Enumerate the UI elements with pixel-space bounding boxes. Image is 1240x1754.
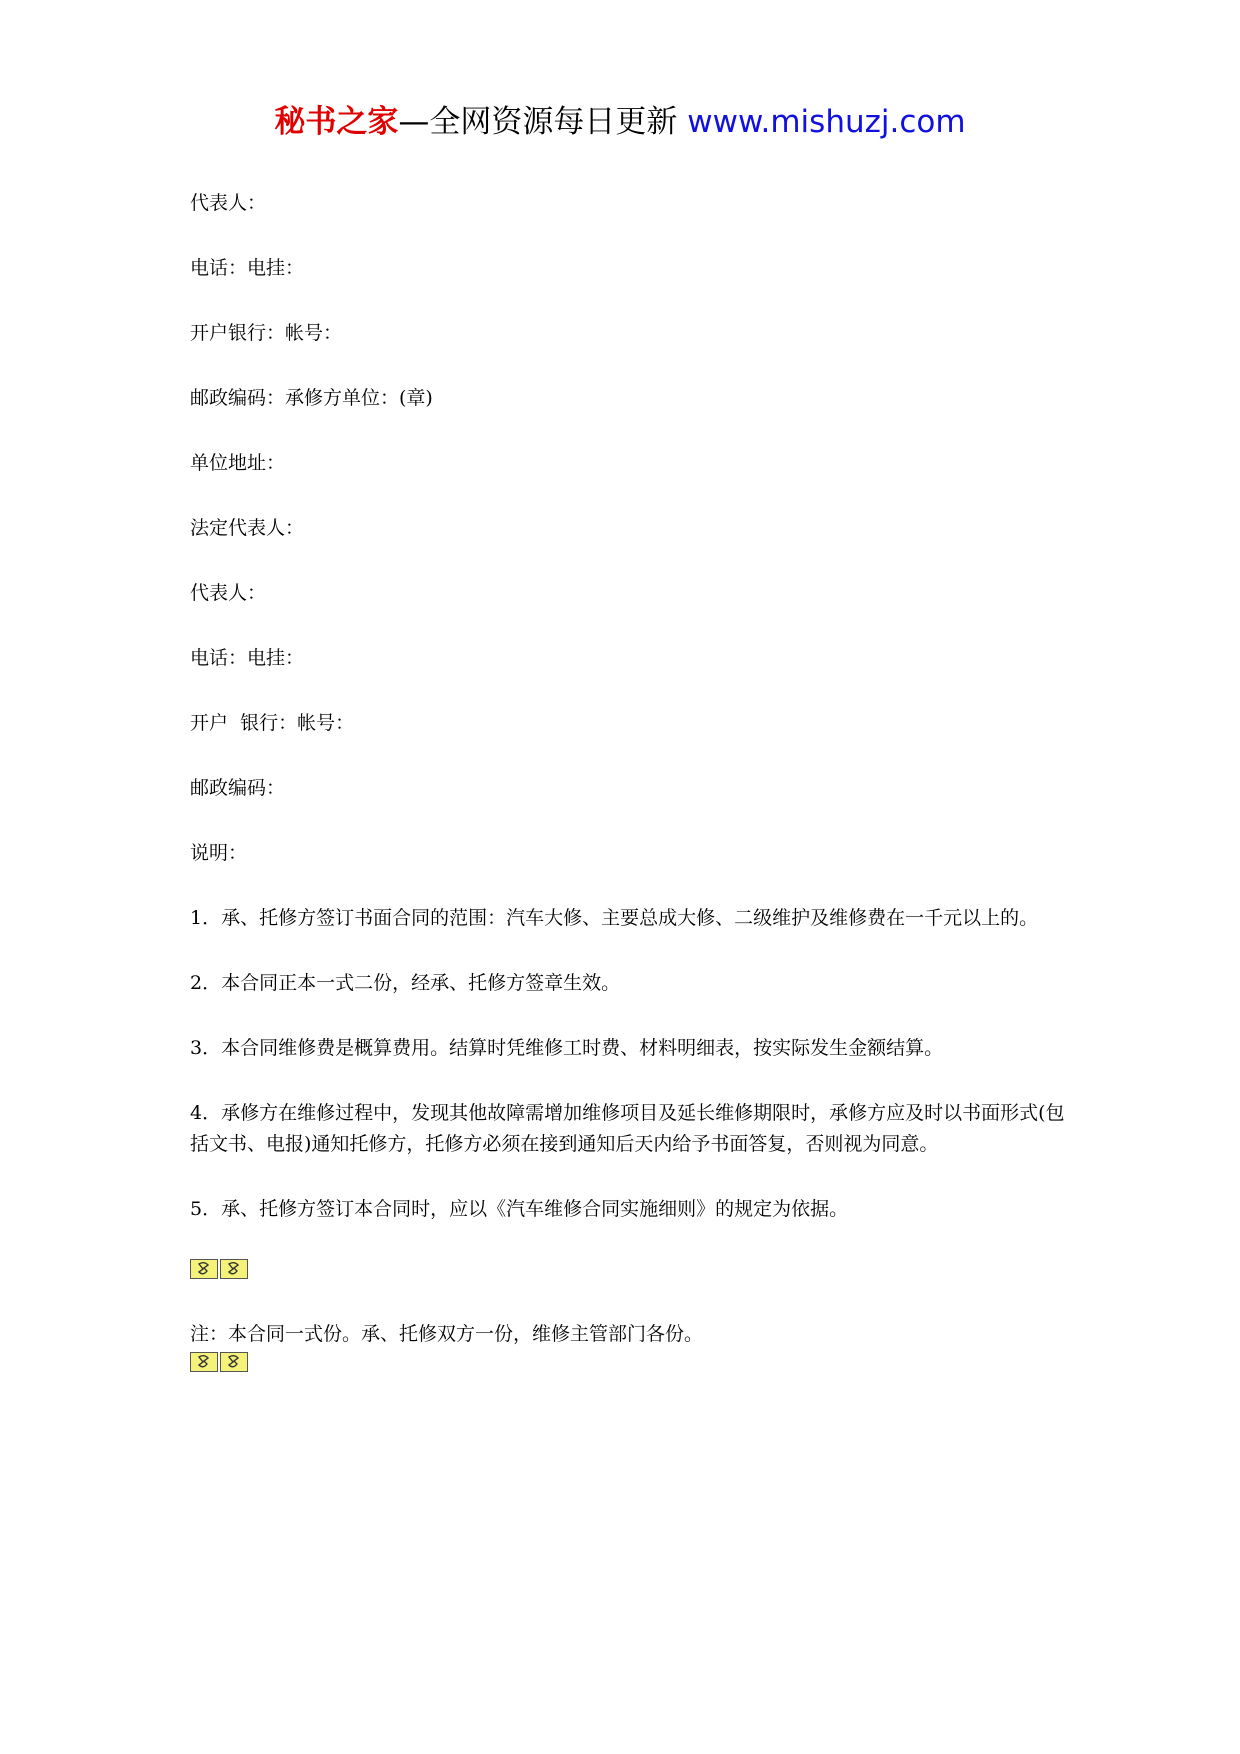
note-item-2: 2．本合同正本一式二份，经承、托修方签章生效。 [190,972,621,994]
field-phone-2: 电话：电挂： [190,647,305,669]
document-body [190,188,1070,1374]
document-header [0,100,1240,144]
note-item-5: 5．承、托修方签订本合同时，应以《汽车维修合同实施细则》的规定为依据。 [190,1198,849,1220]
placeholder-image-icon [190,1352,218,1372]
field-unit-address: 单位地址： [190,452,286,474]
field-representative-2: 代表人： [190,582,267,604]
note-item-1: 1．承、托修方签订书面合同的范围：汽车大修、主要总成大修、二级维护及维修费在一千元以上的。 [190,907,1039,929]
placeholder-image-icon [190,1259,218,1279]
site-url-link[interactable]: www.mishuzj.com [687,104,966,140]
notes-heading: 说明： [190,842,248,864]
field-postcode-contractor: 邮政编码：承修方单位：(章) [190,387,433,409]
image-icon-row-bottom [190,1352,1070,1374]
note-item-3: 3．本合同维修费是概算费用。结算时凭维修工时费、材料明细表，按实际发生金额结算。 [190,1037,944,1059]
placeholder-image-icon [220,1259,248,1279]
field-representative: 代表人： [190,192,267,214]
field-postcode-2: 邮政编码： [190,777,286,799]
footer-note: 注：本合同一式份。承、托修双方一份，维修主管部门各份。 [190,1323,704,1345]
field-phone: 电话：电挂： [190,257,305,279]
field-bank-account: 开户银行：帐号： [190,322,343,344]
brand-name: 秘书之家 [274,104,399,140]
note-item-4: 4．承修方在维修过程中，发现其他故障需增加维修项目及延长维修期限时，承修方应及时以书面形式(包括文书、电报)通知托修方，托修方必须在接到通知后天内给予书面答复，否则视为同意。 [190,1102,1065,1155]
header-slogan: —全网资源每日更新 [398,104,688,140]
placeholder-image-icon [220,1352,248,1372]
image-icon-row [190,1259,1070,1281]
field-legal-representative: 法定代表人： [190,517,305,539]
field-bank-account-2: 开户 银行：帐号： [190,712,355,734]
